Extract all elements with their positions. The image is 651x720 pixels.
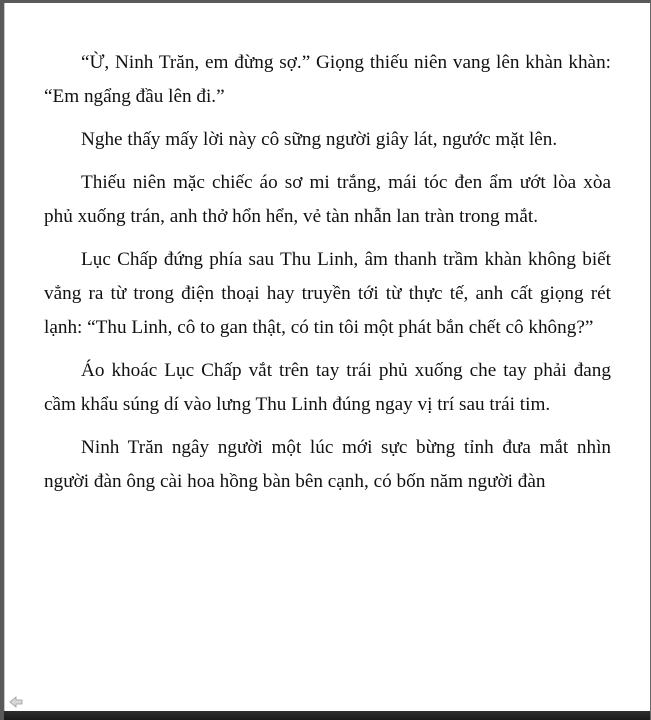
paragraph-2: Nghe thấy mấy lời này cô sững người giây lát, ngước mặt lên. — [81, 129, 558, 150]
document-body — [44, 46, 611, 508]
paragraph-1: “Ừ, Ninh Trăn, em đừng sợ.” Giọng thiếu niên vang lên khàn khàn: “Em ngẩng đầu lên đi.” — [44, 52, 611, 107]
paragraph-3: Thiếu niên mặc chiếc áo sơ mi trắng, mái tóc đen ẩm ướt lòa xòa phủ xuống trán, anh thở hổn hển, vẻ tàn nhẫn lan tràn trong mắt. — [44, 172, 611, 227]
back-arrow-icon[interactable] — [9, 695, 23, 709]
paragraph-4: Lục Chấp đứng phía sau Thu Linh, âm thanh trầm khàn không biết vẳng ra từ trong điện thoại hay truyền tới từ thực tế, anh cất giọng rét lạnh: “Thu Linh, cô to gan thật, có tin tôi một phát bắn chết cô không?” — [44, 249, 611, 338]
bottom-bar — [4, 711, 650, 720]
paragraph-5: Áo khoác Lục Chấp vắt trên tay trái phủ xuống che tay phải đang cầm khẩu súng dí vào lưng Thu Linh đúng ngay vị trí sau trái tim. — [44, 360, 611, 415]
paragraph-6: Ninh Trăn ngây người một lúc mới sực bừng tỉnh đưa mắt nhìn người đàn ông cài hoa hồng bàn bên cạnh, có bốn năm người đàn — [44, 437, 611, 492]
